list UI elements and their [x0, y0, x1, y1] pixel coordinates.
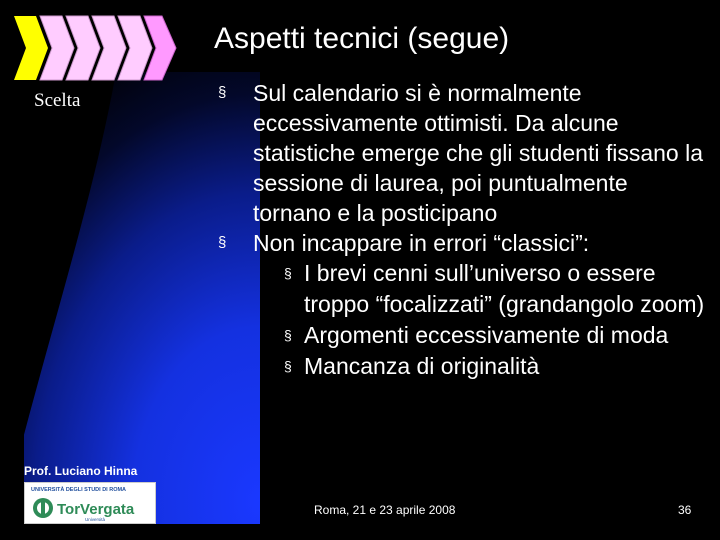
bullet-marker: §	[218, 234, 227, 251]
sub-bullet-text: I brevi cenni sull’universo o essere troppo “focalizzati” (grandangolo zoom)	[304, 260, 705, 317]
bullet-text: Non incappare in errori “classici”:	[253, 230, 590, 256]
slide-title: Aspetti tecnici (segue)	[214, 22, 510, 55]
bullet-text: Sul calendario si è normalmente eccessivamente ottimisti. Da alcune statistiche emerge che gli studenti fissano la sessione di laurea, poi puntualmente tornano e la posticipano	[253, 80, 704, 226]
footer-date: Roma, 21 e 23 aprile 2008	[314, 503, 456, 517]
bullet-marker: §	[218, 84, 227, 101]
logo-university-word: Università	[85, 517, 106, 522]
bullet-item	[218, 78, 708, 228]
sub-bullet-marker: §	[284, 327, 292, 343]
logo-brand: TorVergata	[57, 501, 135, 518]
section-label: Scelta	[34, 90, 81, 111]
chevron-progress-icon	[12, 14, 182, 82]
sub-bullet-item	[218, 258, 708, 320]
sub-bullet-text: Mancanza di originalità	[304, 353, 540, 379]
university-logo	[24, 482, 156, 524]
sub-bullet-item	[218, 351, 708, 382]
logo-university-line: UNIVERSITÀ DEGLI STUDI DI ROMA	[31, 487, 127, 493]
bullet-item	[218, 228, 708, 258]
page-number: 36	[678, 503, 692, 517]
author-name: Prof. Luciano Hinna	[24, 464, 138, 478]
sub-bullet-text: Argomenti eccessivamente di moda	[304, 322, 669, 348]
sub-bullet-marker: §	[284, 358, 292, 374]
sub-bullet-marker: §	[284, 265, 292, 281]
bullet-list	[218, 78, 708, 382]
sub-bullet-item	[218, 320, 708, 351]
